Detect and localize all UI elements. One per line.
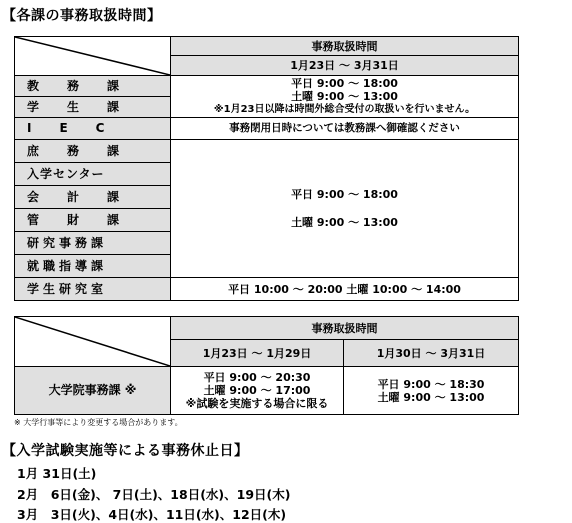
graduate-hours-period-2 <box>344 367 519 415</box>
closure-february: 2月 6日(金)、 7日(土)、18日(水)、19日(木) <box>17 487 291 502</box>
grad-p1-saturday: 土曜 9:00 ～ 17:00 <box>203 384 311 397</box>
header-period: 1月23日 ～ 3月31日 <box>171 56 519 76</box>
closure-january: 1月 31日(土) <box>17 466 97 481</box>
table2-corner-cell <box>15 317 171 367</box>
hours-note: ※1月23日以降は時間外総合受付の取扱いを行いません。 <box>213 104 476 115</box>
table-corner-cell <box>15 37 171 76</box>
graduate-office-table <box>14 316 519 415</box>
hours-weekday-2: 平日 9:00 ～ 18:00 <box>291 188 398 201</box>
dept-graduate-school: 大学院事務課 ※ <box>15 367 171 415</box>
table2-header-office-hours: 事務取扱時間 <box>171 317 519 340</box>
footnote: ※ 大学行事等により変更する場合があります。 <box>14 418 183 427</box>
header-office-hours: 事務取扱時間 <box>171 37 519 56</box>
dept-accounting: 会 計 課 <box>15 186 171 209</box>
section-heading-closure-days: 【入学試験実施等による事務休止日】 <box>2 443 249 459</box>
lab-hours: 平日 10:00 ～ 20:00 土曜 10:00 ～ 14:00 <box>171 278 519 301</box>
table2-period-2: 1月30日 ～ 3月31日 <box>344 340 519 367</box>
table2-period-1: 1月23日 ～ 1月29日 <box>171 340 344 367</box>
grad-p1-note: ※試験を実施する場合に限る <box>185 397 329 410</box>
dept-admissions-center: 入学センター <box>15 163 171 186</box>
closure-march: 3月 3日(火)、4日(水)、11日(水)、12日(木) <box>17 507 287 522</box>
dept-property: 管 財 課 <box>15 209 171 232</box>
hours-weekday: 平日 9:00 ～ 18:00 <box>291 77 398 90</box>
hours-saturday: 土曜 9:00 ～ 13:00 <box>291 90 398 103</box>
dept-research-affairs: 研究事務課 <box>15 232 171 255</box>
graduate-hours-period-1 <box>171 367 344 415</box>
grad-p2-saturday: 土曜 9:00 ～ 13:00 <box>377 390 485 404</box>
office-hours-table <box>14 36 519 301</box>
grad-p1-weekday: 平日 9:00 ～ 20:30 <box>203 371 311 384</box>
dept-student-affairs: 学 生 課 <box>15 97 171 118</box>
hours-group-2 <box>171 140 519 278</box>
grad-p2-weekday: 平日 9:00 ～ 18:30 <box>377 377 485 391</box>
section-heading-office-hours: 【各課の事務取扱時間】 <box>2 8 162 24</box>
hours-group-1 <box>171 76 519 118</box>
hours-saturday-2: 土曜 9:00 ～ 13:00 <box>291 216 398 229</box>
dept-career-guidance: 就職指導課 <box>15 255 171 278</box>
dept-academic-affairs: 教 務 課 <box>15 76 171 97</box>
dept-general-affairs: 庶 務 課 <box>15 140 171 163</box>
dept-student-lab: 学生研究室 <box>15 278 171 301</box>
dept-iec: I E C <box>15 118 171 140</box>
iec-hours-note: 事務閉用日時については教務課へ御確認ください <box>171 118 519 140</box>
